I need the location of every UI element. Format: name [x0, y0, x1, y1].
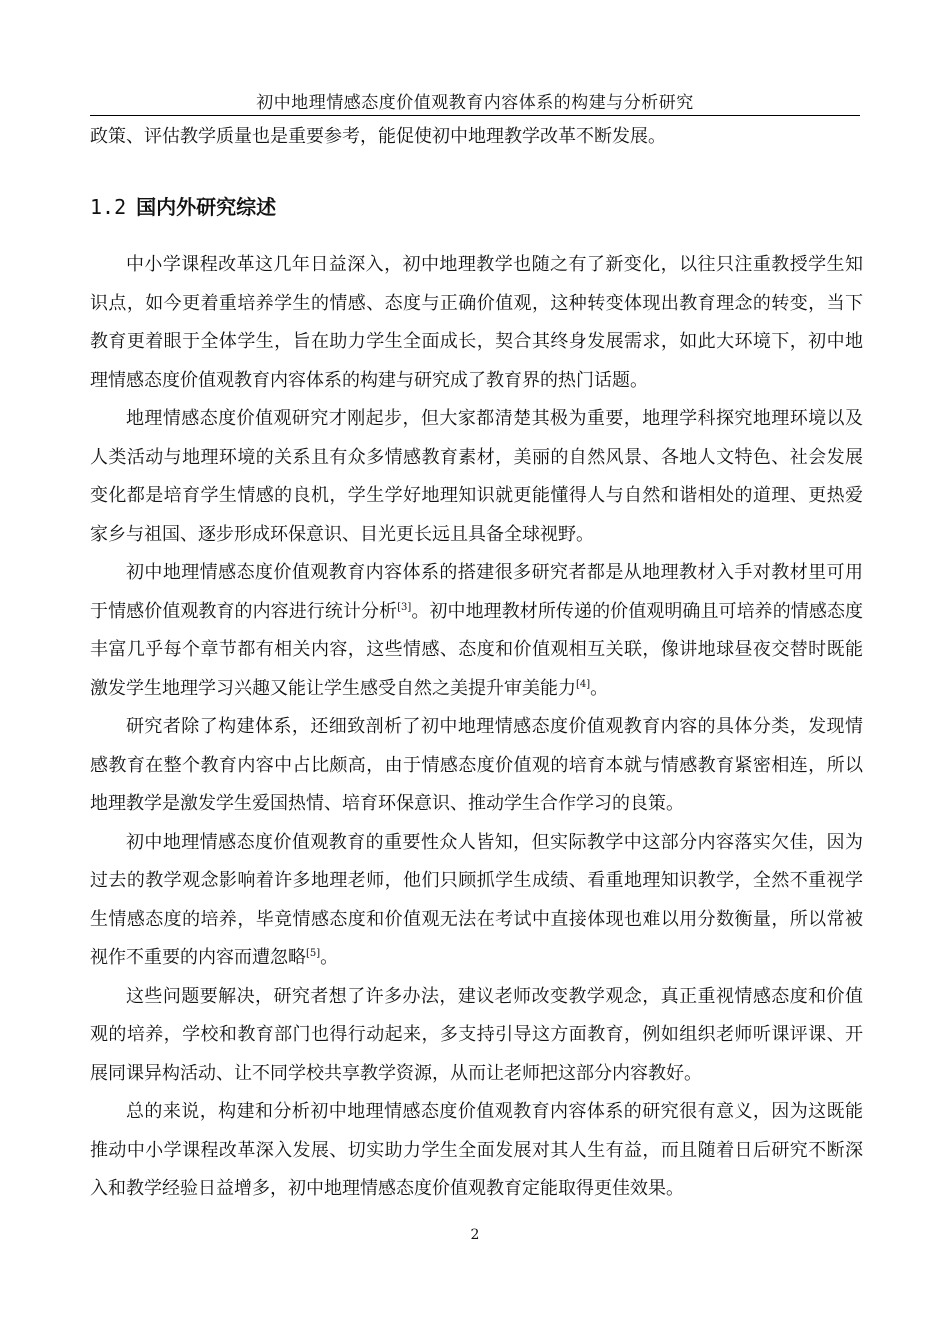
citation-5: [5] [306, 948, 321, 959]
section-body [90, 246, 863, 1209]
paragraph-5-text-a: 初中地理情感态度价值观教育的重要性众人皆知，但实际教学中这部分内容落实欠佳，因为过去的教学观念影响着许多地理老师，他们只顾抓学生成绩、看重地理知识教学，全然不重视学生情感态度的培养，毕竟情感态度和价值观无法在考试中直接体现也难以用分数衡量，所以常被视作不重要的内容而遭忽略 [90, 831, 863, 968]
paragraph-3 [90, 554, 863, 708]
section-heading [90, 192, 276, 222]
running-header: 初中地理情感态度价值观教育内容体系的构建与分析研究 [256, 93, 694, 113]
citation-3: [3] [397, 601, 412, 613]
page-number: 2 [470, 1227, 480, 1243]
paragraph-4: 研究者除了构建体系，还细致剖析了初中地理情感态度价值观教育内容的具体分类，发现情感教育在整个教育内容中占比颇高，由于情感态度价值观的培育本就与情感教育紧密相连，所以地理教学是激发学生爱国热情、培育环保意识、推动学生合作学习的良策。 [90, 716, 863, 814]
section-title: 国内外研究综述 [136, 195, 277, 219]
paragraph-3-text-b: 。初中地理教材所传递的价值观明确且可培养的情感态度丰富几乎每个章节都有相关内容，这些情感、态度和价值观相互关联，像讲地球昼夜交替时既能激发学生地理学习兴趣又能让学生感受自然之美提升审美能力 [90, 600, 864, 699]
paragraph-5-text-b: 。 [320, 947, 339, 968]
header-rule [90, 115, 860, 116]
citation-4: [4] [576, 678, 591, 690]
paragraph-2: 地理情感态度价值观研究才刚起步，但大家都清楚其极为重要，地理学科探究地理环境以及人类活动与地理环境的关系且有众多情感教育素材，美丽的自然风景、各地人文特色、社会发展变化都是培育学生情感的良机，学生学好地理知识就更能懂得人与自然和谐相处的道理、更热爱家乡与祖国、逐步形成环保意识、目光更长远且具备全球视野。 [90, 408, 863, 545]
paragraph-3-text-c: 。 [590, 677, 609, 699]
paragraph-6: 这些问题要解决，研究者想了许多办法，建议老师改变教学观念，真正重视情感态度和价值观的培养，学校和教育部门也得行动起来，多支持引导这方面教育，例如组织老师听课评课、开展同课异构活动、让不同学校共享教学资源，从而让老师把这部分内容教好。 [90, 985, 863, 1084]
continuation-paragraph: 政策、评估教学质量也是重要参考，能促使初中地理教学改革不断发展。 [90, 126, 666, 147]
paragraph-7: 总的来说，构建和分析初中地理情感态度价值观教育内容体系的研究很有意义，因为这既能推动中小学课程改革深入发展、切实助力学生全面发展对其人生有益，而且随着日后研究不断深入和教学经验日益增多，初中地理情感态度价值观教育定能取得更佳效果。 [90, 1101, 863, 1199]
section-number: 1.2 [90, 195, 127, 219]
paragraph-1: 中小学课程改革这几年日益深入，初中地理教学也随之有了新变化，以往只注重教授学生知识点，如今更着重培养学生的情感、态度与正确价值观，这种转变体现出教育理念的转变，当下教育更着眼于全体学生，旨在助力学生全面成长，契合其终身发展需求，如此大环境下，初中地理情感态度价值观教育内容体系的构建与研究成了教育界的热门话题。 [90, 254, 863, 391]
paragraph-3-text-a: 初中地理情感态度价值观教育内容体系的搭建很多研究者都是从地理教材入手对教材里可用于情感价值观教育的内容进行统计分析 [90, 562, 863, 622]
paragraph-5 [90, 824, 863, 978]
